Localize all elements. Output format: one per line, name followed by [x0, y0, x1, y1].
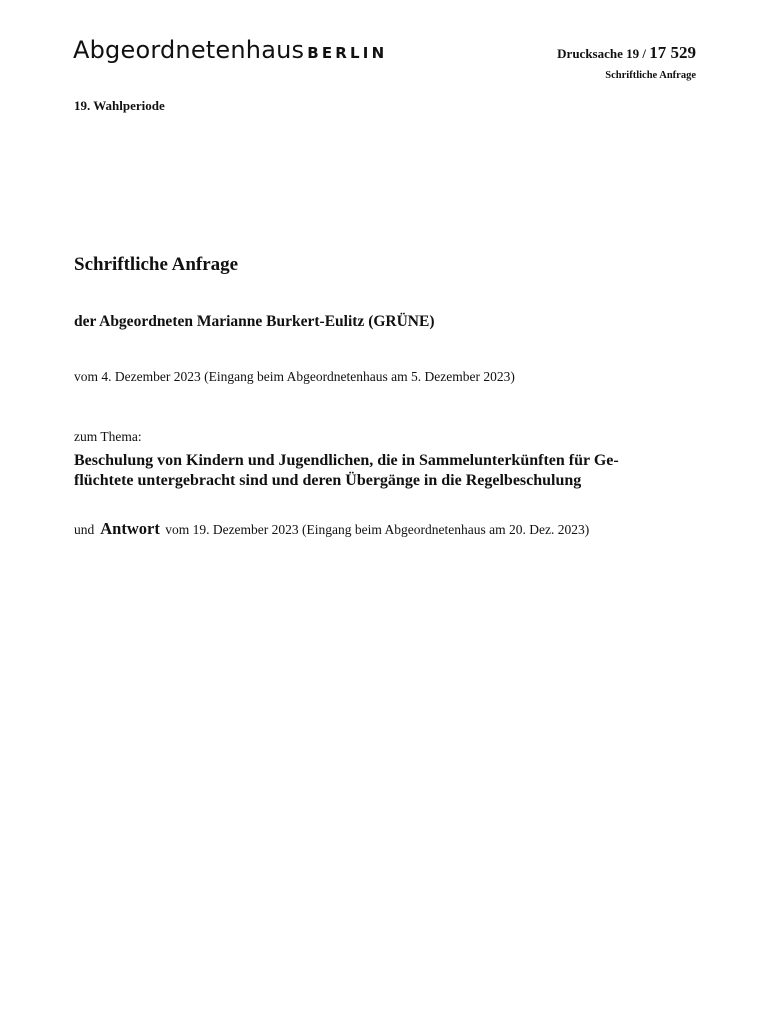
logo-word: Abgeordnetenhaus	[73, 36, 305, 64]
page-title: Schriftliche Anfrage	[74, 254, 239, 275]
document-type: Schriftliche Anfrage	[605, 70, 696, 81]
parliament-logo	[73, 38, 387, 62]
author-line: der Abgeordneten Marianne Burkert-Eulitz (GRÜNE)	[74, 313, 435, 330]
legislative-period: 19. Wahlperiode	[74, 98, 165, 113]
topic-line-2: flüchtete untergebracht sind und deren Übergänge in die Regelbeschulung	[74, 472, 582, 489]
topic-heading	[74, 451, 704, 491]
document-number-value: 17 529	[649, 43, 696, 62]
topic-line-1: Beschulung von Kindern und Jugendlichen, die in Sammelunterkünften für Ge-	[74, 452, 619, 469]
logo-city: BERLIN	[307, 44, 388, 62]
answer-date: vom 19. Dezember 2023 (Eingang beim Abgeordnetenhaus am 20. Dez. 2023)	[165, 522, 590, 537]
document-number	[557, 44, 696, 61]
request-date-line: vom 4. Dezember 2023 (Eingang beim Abgeordnetenhaus am 5. Dezember 2023)	[74, 369, 515, 384]
topic-label: zum Thema:	[74, 429, 142, 444]
answer-line	[74, 519, 589, 539]
answer-word: Antwort	[100, 519, 160, 538]
answer-prefix: und	[74, 522, 95, 537]
document-number-prefix: Drucksache 19 /	[557, 46, 646, 61]
